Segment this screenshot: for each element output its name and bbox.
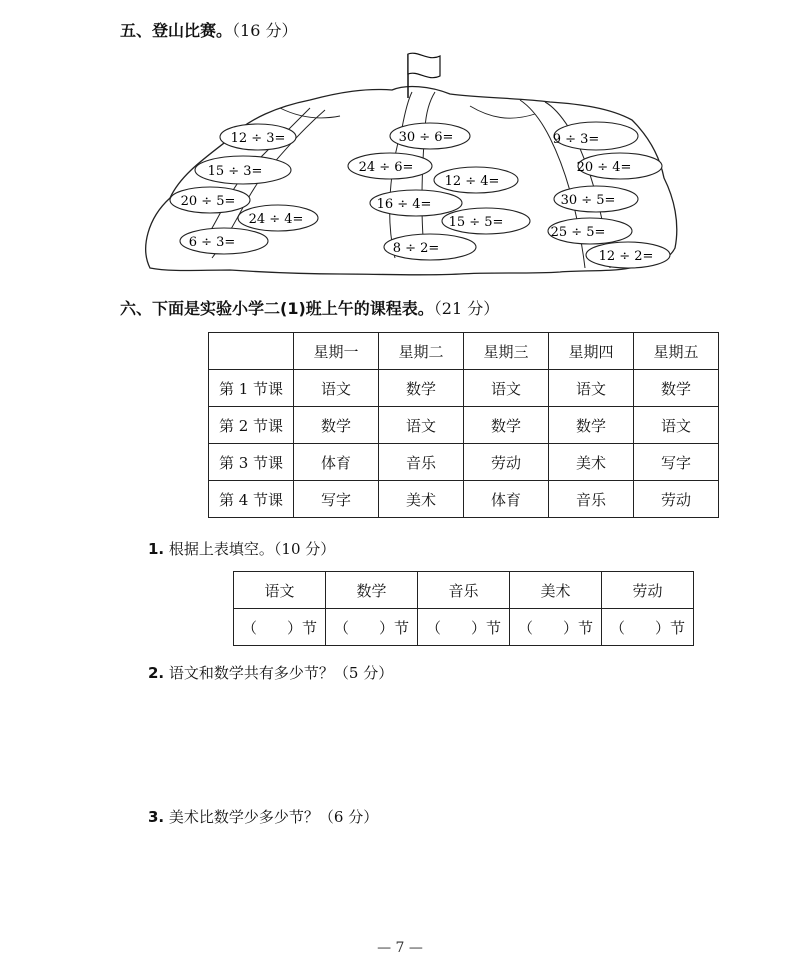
equation: 12 ÷ 4= (444, 174, 500, 189)
table-cell: 语文 (634, 407, 719, 444)
oval-eq (553, 122, 638, 150)
section-5-title: 五、登山比赛。 (120, 21, 233, 40)
oval-eq (554, 186, 638, 212)
table-cell: 音乐 (379, 444, 464, 481)
contour-line (470, 106, 535, 118)
section-5-points: （16 分） (232, 21, 298, 40)
table-cell: 美术 (549, 444, 634, 481)
question-text: 根据上表填空。（10 分） (168, 540, 336, 558)
oval-eq (180, 228, 268, 254)
table-row (209, 481, 719, 518)
equation: 15 ÷ 3= (207, 164, 263, 179)
table-cell: 数学 (549, 407, 634, 444)
equation: 9 ÷ 3= (552, 132, 600, 147)
header-cell: 星期四 (549, 333, 634, 370)
table-cell: 音乐 (549, 481, 634, 518)
oval-eq (170, 187, 250, 213)
equation: 25 ÷ 5= (550, 225, 606, 240)
answer-blank[interactable]: （ ）节 (326, 609, 418, 646)
table-cell: 劳动 (634, 481, 719, 518)
period-label: 第 2 节课 (209, 407, 294, 444)
subject-header: 音乐 (418, 572, 510, 609)
section-6-title: 六、下面是实验小学二(1)班上午的课程表。 (120, 299, 434, 318)
header-cell: 星期五 (634, 333, 719, 370)
oval-eq (577, 153, 662, 179)
period-label: 第 3 节课 (209, 444, 294, 481)
question-2 (148, 662, 393, 683)
summit-flag-icon (408, 53, 440, 78)
table-header-row (234, 572, 694, 609)
question-number: 3. (148, 808, 165, 826)
equation: 30 ÷ 5= (560, 193, 616, 208)
answer-row (234, 609, 694, 646)
page-number: — 7 — (377, 940, 423, 956)
subject-header: 数学 (326, 572, 418, 609)
table-cell: 语文 (294, 370, 379, 407)
subject-header: 劳动 (602, 572, 694, 609)
oval-eq (442, 208, 530, 234)
table-cell: 语文 (379, 407, 464, 444)
table-cell: 数学 (464, 407, 549, 444)
answer-blank[interactable]: （ ）节 (510, 609, 602, 646)
table-row (209, 370, 719, 407)
oval-eq (220, 124, 296, 150)
oval-eq (238, 205, 318, 231)
contour-line (280, 108, 340, 118)
oval-eq (548, 218, 632, 244)
question-text: 美术比数学少多少节？（6 分） (168, 808, 379, 826)
table-header-row (209, 333, 719, 370)
table-cell: 语文 (464, 370, 549, 407)
table-cell: 数学 (294, 407, 379, 444)
table-row (209, 444, 719, 481)
question-text: 语文和数学共有多少节？（5 分） (168, 664, 394, 682)
equation: 8 ÷ 2= (392, 241, 440, 256)
subject-count-table (233, 571, 694, 646)
mountain-illustration (140, 48, 680, 280)
table-cell: 劳动 (464, 444, 549, 481)
question-1 (148, 538, 335, 559)
header-cell: 星期三 (464, 333, 549, 370)
header-cell: 星期一 (294, 333, 379, 370)
header-cell (209, 333, 294, 370)
oval-eq (390, 123, 470, 149)
table-cell: 体育 (294, 444, 379, 481)
answer-blank[interactable]: （ ）节 (418, 609, 510, 646)
oval-eq (586, 242, 670, 268)
oval-eq (370, 190, 462, 216)
table-cell: 数学 (379, 370, 464, 407)
equation: 12 ÷ 3= (230, 131, 286, 146)
oval-eq (195, 156, 291, 184)
period-label: 第 4 节课 (209, 481, 294, 518)
equation: 15 ÷ 5= (448, 215, 504, 230)
equation: 6 ÷ 3= (188, 235, 236, 250)
equation: 30 ÷ 6= (398, 130, 454, 145)
oval-eq (348, 153, 432, 179)
equation: 16 ÷ 4= (376, 197, 432, 212)
table-cell: 写字 (634, 444, 719, 481)
period-label: 第 1 节课 (209, 370, 294, 407)
subject-header: 美术 (510, 572, 602, 609)
table-cell: 数学 (634, 370, 719, 407)
answer-blank[interactable]: （ ）节 (602, 609, 694, 646)
table-row (209, 407, 719, 444)
section-6-heading (120, 296, 499, 319)
answer-blank[interactable]: （ ）节 (234, 609, 326, 646)
header-cell: 星期二 (379, 333, 464, 370)
question-number: 2. (148, 664, 165, 682)
class-schedule-table (208, 332, 719, 518)
section-6-points: （21 分） (433, 299, 500, 318)
table-cell: 美术 (379, 481, 464, 518)
section-5-heading (120, 18, 297, 41)
middle-trail-line-2 (422, 92, 435, 258)
question-3 (148, 806, 378, 827)
table-cell: 语文 (549, 370, 634, 407)
equation: 12 ÷ 2= (598, 249, 654, 264)
equation: 24 ÷ 4= (248, 212, 304, 227)
table-cell: 体育 (464, 481, 549, 518)
equation: 20 ÷ 5= (180, 194, 236, 209)
oval-eq (384, 234, 476, 260)
subject-header: 语文 (234, 572, 326, 609)
question-number: 1. (148, 540, 165, 558)
equation: 24 ÷ 6= (358, 160, 414, 175)
table-cell: 写字 (294, 481, 379, 518)
equation: 20 ÷ 4= (576, 160, 632, 175)
oval-eq (434, 167, 518, 193)
